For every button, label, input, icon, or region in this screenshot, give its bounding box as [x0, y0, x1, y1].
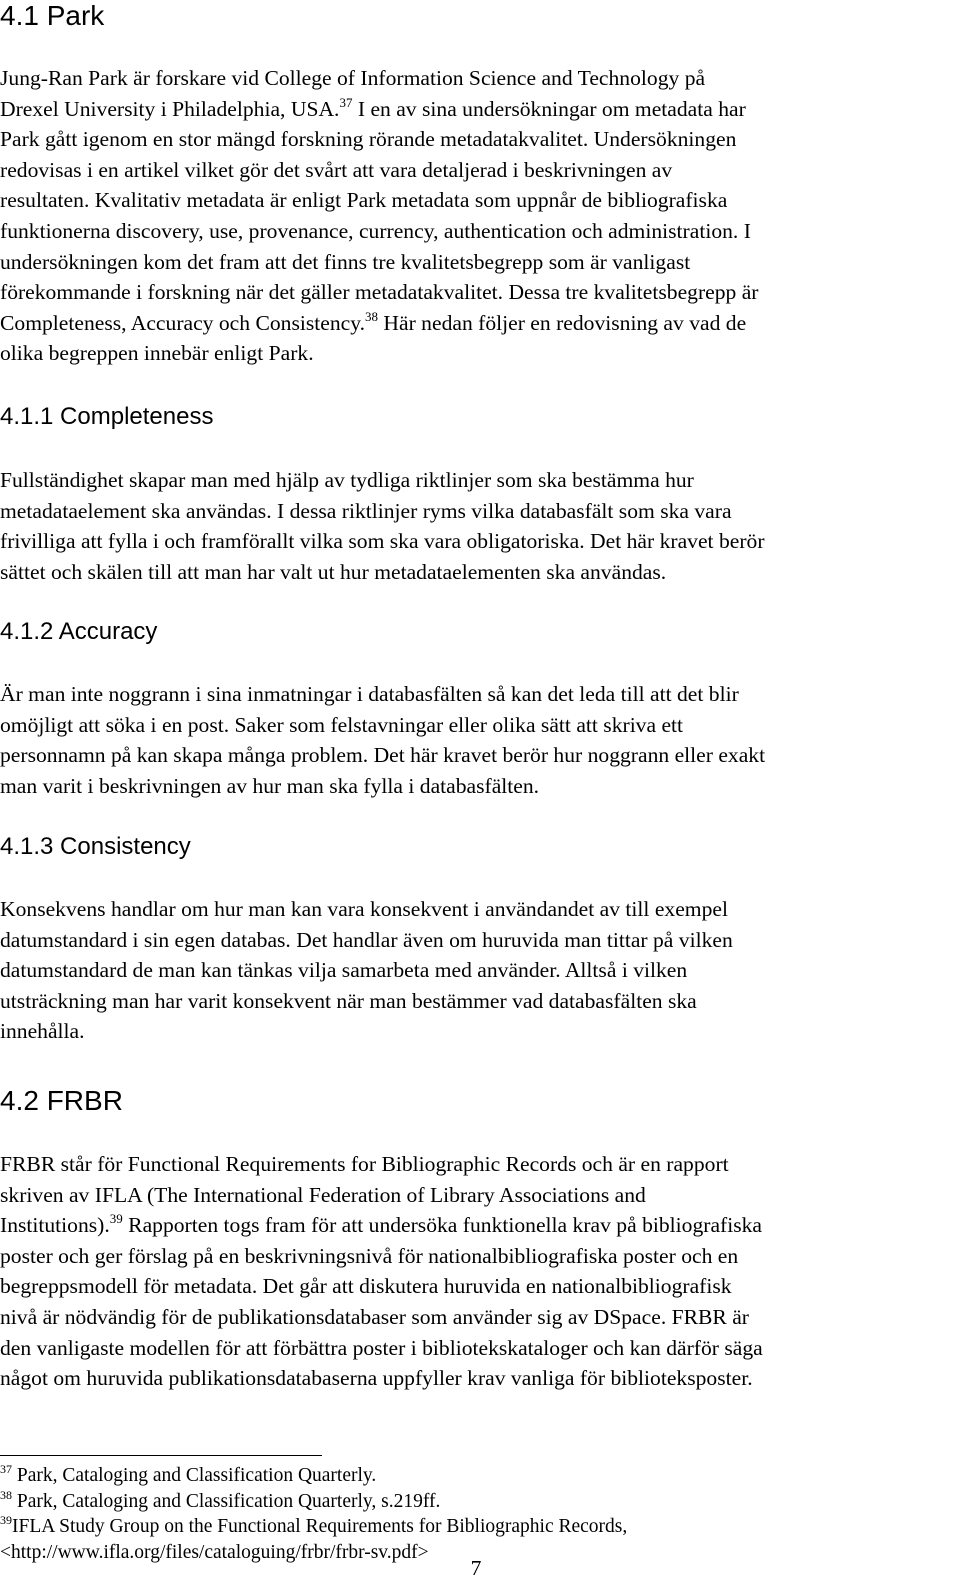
paragraph-consistency	[0, 894, 952, 1047]
text-line: Institutions).$^{39}$ Rapporten togs fram för att undersöka funktionella krav på bibliografiska	[0, 1211, 763, 1238]
text-line: personnamn på kan skapa många problem. Det här kravet berör hur noggrann eller exakt	[0, 743, 766, 768]
footnote-ref-37[interactable]: 37	[339, 94, 353, 110]
text-line: förekommande i forskning när det gäller metadatakvalitet. Dessa tre kvalitetsbegrepp är	[0, 280, 759, 305]
heading-4-1-park: 4.1 Park	[0, 0, 105, 31]
heading-4-1-2-accuracy: 4.1.2 Accuracy	[0, 618, 158, 645]
text-line: utsträckning man har varit konsekvent när man bestämmer vad databasfälten ska	[0, 988, 697, 1013]
paragraph-frbr	[0, 1149, 952, 1394]
text-line: skriven av IFLA (The International Federation of Library Associations and	[0, 1182, 646, 1207]
footnotes	[0, 1463, 952, 1566]
text-line: Park gått igenom en stor mängd forskning rörande metadatakvalitet. Undersökningen	[0, 127, 737, 152]
text-line: funktionerna discovery, use, provenance, currency, authentication och administration. I	[0, 218, 751, 243]
text-line: FRBR står för Functional Requirements for Bibliographic Records och är en rapport	[0, 1152, 729, 1176]
text-line: Drexel University i Philadelphia, USA.$^{37}$ I en av sina undersökningar om metadata har	[0, 94, 746, 121]
paragraph-accuracy	[0, 679, 952, 801]
footnote-37: $^{37}$ Park, Cataloging and Classification Quarterly.	[0, 1462, 377, 1486]
text-line: frivilliga att fylla i och framförallt vilka som ska vara obligatoriska. Det här kravet berör	[0, 529, 765, 554]
text-line: något om huruvida publikationsdatabaserna uppfyller krav vanliga för biblioteksposter.	[0, 1366, 753, 1391]
text-line: Fullständighet skapar man med hjälp av tydliga riktlinjer som ska bestämma hur	[0, 468, 694, 492]
text-line: datumstandard i sin egen databas. Det handlar även om huruvida man tittar på vilken	[0, 927, 733, 952]
text-line: Jung-Ran Park är forskare vid College of Information Science and Technology på	[0, 66, 706, 90]
text-line: omöjligt att söka i en post. Saker som felstavningar eller olika sätt att skriva ett	[0, 712, 684, 737]
text-line: Är man inte noggrann i sina inmatningar i databasfälten så kan det leda till att det blir	[0, 682, 739, 706]
text-line: metadataelement ska användas. I dessa riktlinjer ryms vilka databasfält som ska vara	[0, 498, 732, 523]
text-line: datumstandard de man kan tänkas vilja samarbeta med använder. Alltså i vilken	[0, 958, 688, 983]
footnote-39: $^{39}$IFLA Study Group on the Functional Requirements for Bibliographic Records,	[0, 1513, 628, 1538]
text-line: man varit i beskrivningen av hur man ska fylla i databasfälten.	[0, 773, 540, 798]
text-line: undersökningen kom det fram att det finns tre kvalitetsbegrepp som är vanligast	[0, 249, 691, 274]
paragraph-park-intro	[0, 63, 952, 369]
footnote-ref-39[interactable]: 39	[109, 1211, 123, 1227]
page-number: 7	[470, 1556, 482, 1580]
heading-4-1-3-consistency: 4.1.3 Consistency	[0, 833, 191, 860]
footnote-38: $^{38}$ Park, Cataloging and Classification Quarterly, s.219ff.	[0, 1487, 441, 1512]
text-line: olika begreppen innebär enligt Park.	[0, 341, 314, 366]
footnote-marker: 37	[0, 1462, 12, 1476]
footnote-separator	[0, 1455, 322, 1456]
text-line: begreppsmodell för metadata. Det går att diskutera huruvida en nationalbibliografisk	[0, 1274, 732, 1299]
footnote-39-url[interactable]: <http://www.ifla.org/files/cataloguing/frbr/frbr-sv.pdf>	[0, 1542, 429, 1564]
text-line: nivå är nödvändig för de publikationsdatabaser som använder sig av DSpace. FRBR är	[0, 1304, 750, 1329]
heading-4-1-1-completeness: 4.1.1 Completeness	[0, 403, 214, 430]
footnote-marker: 38	[0, 1487, 12, 1502]
text-line: Completeness, Accuracy och Consistency.$^{38}$ Här nedan följer en redovisning av vad de	[0, 308, 747, 335]
footnote-marker: 39	[0, 1513, 12, 1528]
text-line: Konsekvens handlar om hur man kan vara konsekvent i användandet av till exempel	[0, 897, 728, 921]
text-line: resultaten. Kvalitativ metadata är enligt Park metadata som uppnår de bibliografiska	[0, 188, 728, 213]
text-line: innehålla.	[0, 1019, 85, 1044]
text-line: den vanligaste modellen för att förbättra poster i bibliotekskataloger och kan därför säga	[0, 1335, 763, 1360]
paragraph-completeness	[0, 465, 952, 587]
text-line: sättet och skälen till att man har valt ut hur metadataelementen ska användas.	[0, 559, 667, 584]
footnote-ref-38[interactable]: 38	[365, 308, 379, 324]
text-line: redovisas i en artikel vilket gör det svårt att vara detaljerad i beskrivningen av	[0, 157, 673, 182]
text-line: poster och ger förslag på en beskrivningsnivå för nationalbibliografiska poster och en	[0, 1243, 739, 1268]
heading-4-2-frbr: 4.2 FRBR	[0, 1085, 123, 1116]
